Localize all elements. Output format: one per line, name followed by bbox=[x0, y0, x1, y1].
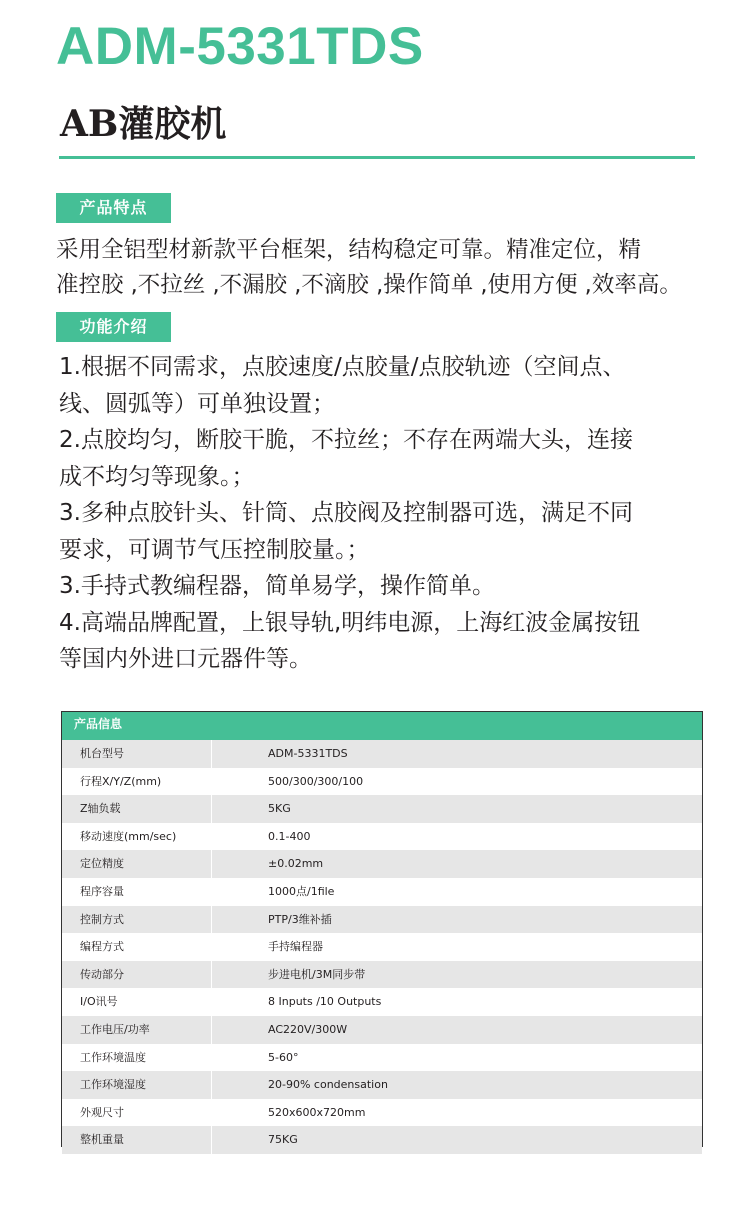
spec-key: 定位精度 bbox=[80, 857, 124, 871]
spec-row bbox=[62, 768, 702, 796]
product-name: AB灌胶机 bbox=[60, 103, 227, 145]
spec-value: 20-90% condensation bbox=[268, 1078, 388, 1092]
features-line: 采用全铝型材新款平台框架，结构稳定可靠。精准定位，精 bbox=[56, 237, 642, 263]
spec-value: 步进电机/3M同步带 bbox=[268, 967, 366, 981]
title-divider bbox=[59, 156, 695, 159]
spec-row bbox=[62, 1099, 702, 1127]
spec-row bbox=[62, 740, 702, 768]
spec-value: 500/300/300/100 bbox=[268, 774, 364, 788]
features-line: 准控胶 ,不拉丝 ,不漏胶 ,不滴胶 ,操作简单 ,使用方便 ,效率高。 bbox=[56, 272, 682, 298]
spec-row bbox=[62, 961, 702, 989]
spec-value: 手持编程器 bbox=[268, 940, 323, 954]
functions-line: 等国内外进口元器件等。 bbox=[59, 646, 312, 672]
spec-table-header: 产品信息 bbox=[62, 712, 702, 740]
spec-key: I/O讯号 bbox=[80, 995, 118, 1009]
spec-key: 整机重量 bbox=[80, 1133, 124, 1147]
spec-row bbox=[62, 878, 702, 906]
spec-row bbox=[62, 988, 702, 1016]
spec-key: 移动速度(mm/sec) bbox=[80, 829, 177, 843]
spec-value: 520x600x720mm bbox=[268, 1105, 366, 1119]
functions-line: 成不均匀等现象。； bbox=[59, 463, 255, 490]
spec-value: 8 Inputs /10 Outputs bbox=[268, 995, 382, 1009]
spec-row bbox=[62, 1071, 702, 1099]
features-badge: 产品特点 bbox=[56, 193, 171, 223]
functions-line: 2.点胶均匀，断胶干脆，不拉丝；不存在两端大头，连接 bbox=[59, 427, 633, 453]
spec-row bbox=[62, 906, 702, 934]
spec-key: 工作电压/功率 bbox=[80, 1022, 150, 1036]
spec-value: 5KG bbox=[268, 802, 291, 816]
spec-key: 工作环境温度 bbox=[80, 1050, 146, 1064]
functions-line: 3.多种点胶针头、针筒、点胶阀及控制器可选，满足不同 bbox=[59, 500, 633, 526]
spec-key: 控制方式 bbox=[80, 912, 124, 926]
spec-row bbox=[62, 795, 702, 823]
spec-row bbox=[62, 850, 702, 878]
spec-value: 0.1-400 bbox=[268, 829, 311, 843]
spec-value: 75KG bbox=[268, 1133, 298, 1147]
spec-value: ±0.02mm bbox=[268, 857, 324, 871]
spec-key: 工作环境湿度 bbox=[80, 1078, 146, 1092]
spec-value: ADM-5331TDS bbox=[268, 747, 348, 760]
spec-value: 1000点/1file bbox=[268, 884, 335, 898]
functions-line: 3.手持式教编程器，简单易学，操作简单。 bbox=[59, 573, 495, 599]
model-number: ADM-5331TDS bbox=[56, 17, 424, 76]
spec-row bbox=[62, 1016, 702, 1044]
features-text bbox=[56, 233, 706, 303]
spec-key: 传动部分 bbox=[80, 967, 124, 981]
spec-key: Z轴负载 bbox=[80, 802, 121, 816]
spec-key: 编程方式 bbox=[80, 940, 124, 954]
spec-row bbox=[62, 1044, 702, 1072]
spec-key: 行程X/Y/Z(mm) bbox=[80, 774, 162, 788]
spec-row bbox=[62, 1126, 702, 1154]
spec-value: AC220V/300W bbox=[268, 1022, 348, 1036]
spec-key: 外观尺寸 bbox=[80, 1105, 124, 1119]
spec-value: 5-60° bbox=[268, 1050, 299, 1064]
functions-badge: 功能介绍 bbox=[56, 312, 171, 342]
spec-table bbox=[61, 711, 703, 1147]
spec-row bbox=[62, 823, 702, 851]
functions-line: 4.高端品牌配置，上银导轨,明纬电源，上海红波金属按钮 bbox=[59, 609, 641, 636]
functions-list bbox=[59, 349, 719, 678]
spec-row bbox=[62, 933, 702, 961]
functions-line: 线、圆弧等）可单独设置； bbox=[59, 390, 335, 417]
spec-key: 程序容量 bbox=[80, 884, 124, 898]
functions-line: 1.根据不同需求，点胶速度/点胶量/点胶轨迹（空间点、 bbox=[59, 354, 626, 380]
spec-value: PTP/3维补插 bbox=[268, 912, 332, 926]
spec-key: 机台型号 bbox=[80, 747, 124, 760]
functions-line: 要求，可调节气压控制胶量。； bbox=[59, 536, 370, 563]
